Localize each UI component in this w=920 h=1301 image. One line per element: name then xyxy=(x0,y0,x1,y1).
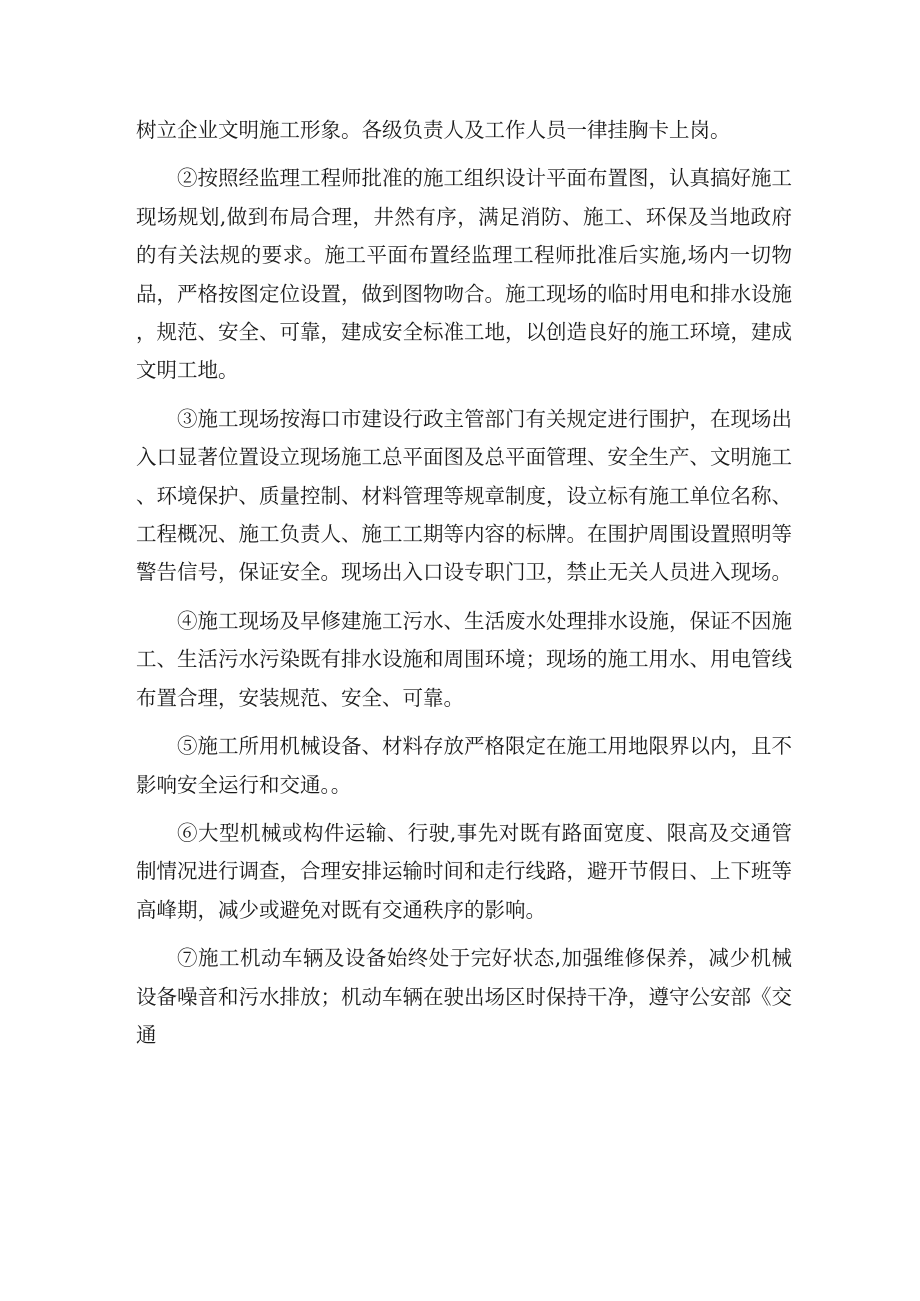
paragraph-item-7: ⑦施工机动车辆及设备始终处于完好状态,加强维修保养，减少机械设备噪音和污水排放；机动车辆在驶出场区时保持干净，遵守公安部《交通 xyxy=(136,946,792,1047)
paragraph-item-6: ⑥大型机械或构件运输、行驶,事先对既有路面宽度、限高及交通管制情况进行调查，合理安排运输时间和走行线路，避开节假日、上下班等高峰期，减少或避免对既有交通秩序的影响。 xyxy=(136,820,792,922)
paragraph-item-4: ④施工现场及早修建施工污水、生活废水处理排水设施，保证不因施工、生活污水污染既有排水设施和周围环境；现场的施工用水、用电管线布置合理，安装规范、安全、可靠。 xyxy=(136,608,792,710)
paragraph-item-2: ②按照经监理工程师批准的施工组织设计平面布置图，认真搞好施工现场规划,做到布局合理，井然有序，满足消防、施工、环保及当地政府的有关法规的要求。施工平面布置经监理工程师批准后实施,场内一切物品，严格按图定位设置，做到图物吻合。施工现场的临时用电和排水设施，规范、安全、可靠，建成安全标准工地，以创造良好的施工环境，建成文明工地。 xyxy=(136,166,792,383)
document-body xyxy=(136,111,792,1064)
paragraph-continuation: 树立企业文明施工形象。各级负责人及工作人员一律挂胸卡上岗。 xyxy=(136,118,731,142)
paragraph-item-3: ③施工现场按海口市建设行政主管部门有关规定进行围护，在现场出入口显著位置设立现场施工总平面图及总平面管理、安全生产、文明施工、环境保护、质量控制、材料管理等规章制度，设立标有施工单位名称、工程概况、施工负责人、施工工期等内容的标牌。在围护周围设置照明等警告信号，保证安全。现场出入口设专职门卫，禁止无关人员进入现场。 xyxy=(136,406,792,585)
paragraph-item-5: ⑤施工所用机械设备、材料存放严格限定在施工用地限界以内，且不影响安全运行和交通。。 xyxy=(136,734,792,797)
